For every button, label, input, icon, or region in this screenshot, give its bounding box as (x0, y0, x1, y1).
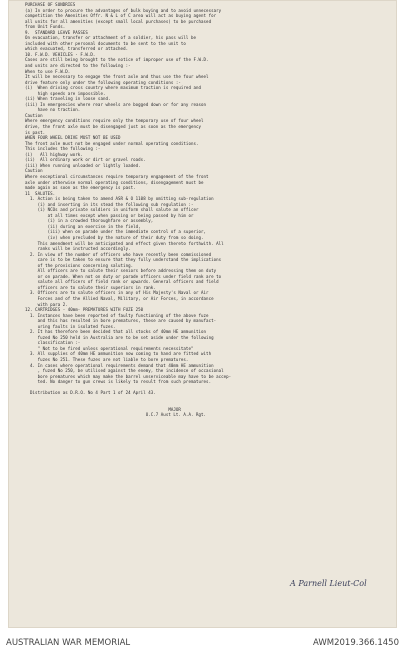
document-line: all units for all amenities (except small local purchases) to be purchased (25, 18, 212, 24)
document-line: and units are directed to the following :- (25, 63, 131, 69)
document-line: Where emergency conditions require only the temporary use of four wheel (25, 118, 204, 124)
document-line: and this has resulted in bore prematures, these are caused by manufact- (25, 318, 217, 324)
document-line: 2. In view of the number of officers who have recently been commissioned (25, 251, 212, 257)
document-line: fuzed No 250 held in Australia are to be set aside under the following (25, 334, 214, 340)
document-line: made again as soon as the emergency is past. (25, 185, 136, 191)
document-line: 1. Instances have been reported of faulty functioning of the above fuze (25, 312, 209, 318)
document-line: included with other personal documents to be sent to the unit to (25, 40, 186, 46)
document-line: WHEN FOUR WHEEL DRIVE MUST NOT BE USED (25, 135, 121, 141)
document-line: Cases are still being brought to the notice of improper use of the F.W.D. (25, 57, 209, 63)
document-line: When to use F.W.D. (25, 68, 71, 74)
document-line: (i) and inserting in its stead the following sub regulation :- (25, 201, 194, 207)
document-line: 11 SALUTES. (25, 190, 56, 196)
document-line: PURCHASE OF SUNDRIES (25, 2, 76, 7)
document-line: 1. Action is being taken to amend ASR & O 1108 by omitting sub-regulation (25, 196, 214, 202)
document-line: axle under otherwise normal operating conditions, disengagement must be (25, 179, 204, 185)
document-line: competition the Amenities Offr. N & L of C area will act as buying agent for (25, 13, 217, 19)
document-line: (iii) When running unloaded or lightly loaded. (25, 162, 141, 168)
document-line: (iii) In emergencies where rear wheels are bogged down or for any reason (25, 101, 207, 107)
typed-text-block (25, 2, 397, 418)
document-sheet (8, 0, 397, 628)
footer-accession-number: AWM2019.366.1450 (313, 638, 399, 648)
document-line: MAJOR (25, 406, 181, 412)
document-line: at all times except when passing or being passed by him or (25, 212, 194, 218)
document-line: classification :- (25, 340, 81, 346)
document-line: (i) When driving cross country where maximum traction is required and (25, 85, 202, 91)
handwritten-signature: A Parnell Lieut-Col (290, 579, 367, 588)
document-line: 12. CARTRIDGES - 40mm- PREMATURES WITH FUZE 250 (25, 307, 144, 313)
document-line: (i) in a crowded thoroughfare or assembly, (25, 218, 154, 224)
document-line: It will be necessary to engage the front axle and thus use the four wheel (25, 74, 209, 80)
document-line: high speeds are impossible. (25, 90, 106, 96)
document-line: (ii) When traveling in loose sand. (25, 96, 111, 102)
document-line: 3. All supplies of 40mm HE ammunition now coming to hand are fitted with (25, 351, 212, 357)
document-line: Caution (25, 168, 43, 174)
document-line: bore prematures which may make the barrel unserviceable may have to be accep- (25, 373, 232, 379)
document-line: The front axle must not be engaged under normal operating conditions. (25, 140, 199, 146)
footer-institution: AUSTRALIAN WAR MEMORIAL (6, 638, 131, 648)
document-line: (ii) All ordinary work or dirt or gravel roads. (25, 157, 146, 163)
document-line: Caution (25, 112, 43, 118)
document-line: Distribution as D.R.O. No 4 Part 1 of 24 April 43. (25, 390, 156, 396)
document-line: 9. STANDARD LEAVE PASSES (25, 29, 88, 35)
document-line: is past. (25, 129, 46, 135)
document-line: drive feature only under the following operating conditions :- (25, 79, 181, 85)
document-line: which evacuated, transferred or attached. (25, 46, 129, 52)
document-line: officers are to salute their superiors in rank. (25, 284, 156, 290)
document-line: (iii) when on parade under the immediate control of a superior, (25, 229, 207, 235)
document-line: Where exceptional circumstances require temporary engagement of the front (25, 173, 209, 179)
document-line: O.C.7 Aust Lt. A.A. Rgt. (25, 412, 207, 418)
document-line: " Not to be fired unless operational requirements necessitate" (25, 345, 194, 351)
archive-footer (0, 628, 405, 653)
document-line: ranks will be instructed accordingly. (25, 246, 131, 252)
document-line: 4. In cases where operational requirements demand that 40mm HE ammunition (25, 362, 214, 368)
document-line: fuzes No 251. These fuzes are not liable to bore prematures. (25, 357, 189, 362)
document-line: (iv) when precluded by the nature of their duty from so doing. (25, 234, 204, 240)
document-line: 10. F.W.D. VEHICLES - F.W.D. (25, 51, 96, 57)
document-line: (i) NCOs and private soldiers in uniform shall salute an officer (25, 207, 199, 213)
document-line: drive, the front axle must be disengaged just as soon as the emergency (25, 124, 202, 130)
document-line: All officers are to salute their seniors before addressing them on duty (25, 268, 217, 274)
document-line: of the provisions concerning saluting. (25, 262, 134, 268)
document-line: (i) All highway work. (25, 151, 83, 157)
document-line: 3. Officers are to salute officers in any of His Majesty's Naval or Air (25, 290, 209, 296)
document-line: Forces and of the Allied Naval, Military, or Air Forces, in accordance (25, 295, 214, 301)
document-line: , fuzed No 250, be utilised against the enemy, the incidence of occasional (25, 368, 224, 374)
document-line: have no traction. (25, 107, 81, 113)
document-line: ted. No danger to gun crews is likely to result from such prematures. (25, 379, 212, 385)
document-line: salute all officers of field rank or upwards. General officers and field (25, 279, 219, 285)
document-line: from Unit Funds. (25, 24, 66, 30)
document-line: This includes the following :- (25, 146, 101, 152)
document-line: uring faults in isolated fuzes. (25, 323, 116, 329)
document-line: (ii) during an exercise in the field, (25, 223, 141, 229)
document-line: care is to be taken to ensure that they fully understand the implications (25, 257, 222, 263)
document-line: or on parade. When not on duty or parade officers under field rank are to (25, 273, 222, 279)
document-line: (a) In order to procure the advantages of bulk buying and to avoid unnecessary (25, 7, 222, 13)
document-line: 2. It has therefore been decided that all stocks of 40mm HE ammunition (25, 329, 207, 335)
document-line: This amendment will be anticipated and effect given thereto forthwith. All (25, 240, 224, 246)
document-line: with para 2. (25, 301, 68, 307)
document-line: On evacuation, transfer or attachment of a soldier, his pass will be (25, 35, 196, 41)
